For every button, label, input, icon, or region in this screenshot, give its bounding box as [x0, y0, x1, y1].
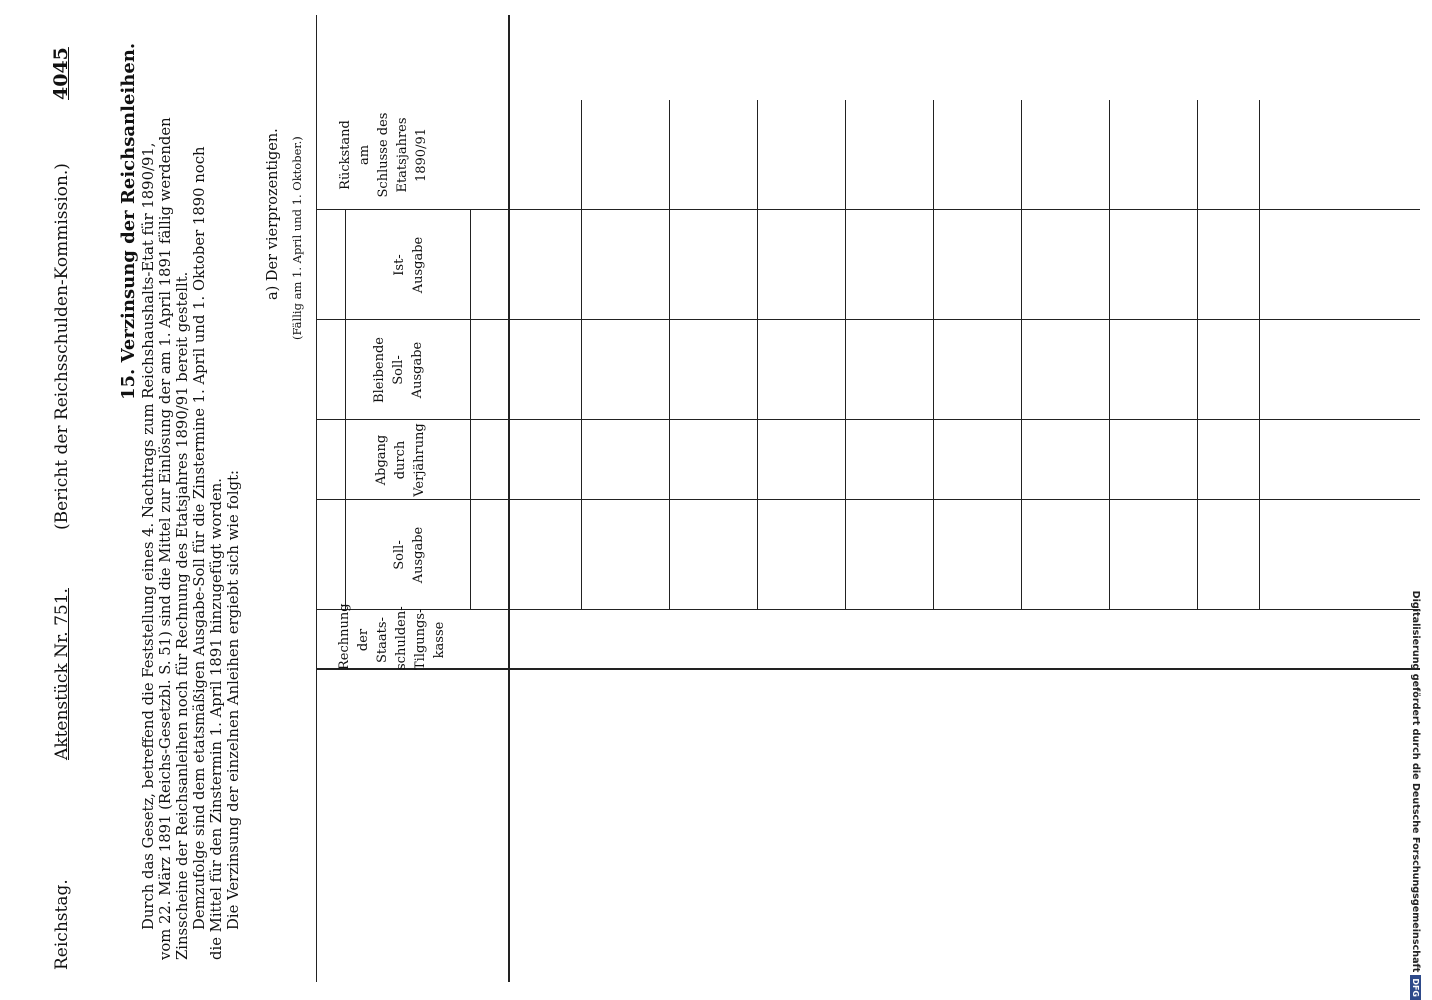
header-line: Verjährung — [412, 423, 427, 497]
header-line: der Staats- — [356, 617, 390, 663]
header-line: Bleibende — [372, 337, 387, 403]
sum-rule — [757, 100, 758, 610]
header-line: am — [357, 144, 372, 166]
running-head-left: Reichstag. — [52, 879, 72, 970]
digitization-sidebar — [1404, 10, 1428, 1000]
header-soll — [390, 500, 428, 610]
paragraph-line: Zinsscheine der Reichsanleihen noch für Rechnung des Etatsjahres 1890/91 bereit gestellt. — [174, 271, 191, 960]
column-rule — [316, 668, 1420, 670]
header-rechnung — [335, 603, 449, 670]
header-line: Abgang — [374, 434, 389, 486]
sum-rule — [1259, 100, 1260, 610]
header-rueckstand — [336, 100, 431, 210]
header-line: Ist- — [392, 254, 407, 276]
header-line: 1890/91 — [414, 128, 429, 183]
header-line: kasse — [432, 621, 447, 659]
sum-rule — [1021, 100, 1022, 610]
header-bleibende — [370, 320, 427, 420]
header-line: Schlusse des — [376, 112, 391, 198]
column-rule — [316, 209, 1420, 210]
subsection-note: (Fällig am 1. April und 1. Oktober.) — [290, 136, 304, 340]
column-rule — [316, 319, 1420, 320]
header-line: durch — [393, 440, 408, 480]
sum-rule — [933, 100, 934, 610]
dfg-logo: DFG — [1411, 975, 1422, 1000]
subsection-title: a) Der vierprozentigen. — [265, 128, 281, 300]
sum-rule — [669, 100, 670, 610]
document-number: Aktenstück Nr. 751. — [52, 588, 72, 760]
column-rule — [316, 499, 1420, 500]
header-line: Etatsjahres — [395, 117, 410, 193]
sum-rule — [1197, 100, 1198, 610]
page-number: 4045 — [50, 47, 72, 100]
header-line: Soll- — [391, 355, 406, 385]
sum-rule — [1109, 100, 1110, 610]
header-line: Ausgabe — [411, 236, 426, 294]
header-line: schulden- — [394, 606, 409, 670]
header-line: Ausgabe — [411, 526, 426, 584]
paragraph-line: Demzufolge sind dem etatsmäßigen Ausgabe-Soll für die Zinstermine 1. April und 1. Oktober 1890 noch — [191, 146, 208, 930]
paragraph-line: Die Verzinsung der einzelnen Anleihen ergiebt sich wie folgt: — [225, 469, 242, 930]
sidebar-text: Digitalisierung gefördert durch die Deutsche Forschungsgemeinschaft — [1410, 590, 1422, 973]
sum-rule — [581, 100, 582, 610]
section-heading: 15. Verzinsung der Reichsanleihen. — [118, 42, 139, 400]
header-line: Soll- — [392, 540, 407, 570]
header-line: Rechnung — [337, 603, 352, 670]
units-rule — [470, 210, 471, 610]
header-abgang — [372, 420, 429, 500]
column-rule — [316, 419, 1420, 420]
column-rule — [316, 609, 1420, 610]
header-line: Rückstand — [338, 120, 353, 190]
paragraph-line: die Mittel für den Zinstermin 1. April 1891 hinzugefügt worden. — [208, 478, 225, 960]
paragraph-line: vom 22. März 1891 (Reichs-Gesetzbl. S. 51) sind die Mittel zur Einlösung der am 1. April 1891 fällig werdenden — [157, 117, 174, 960]
document-title: (Bericht der Reichsschulden-Kommission.) — [52, 163, 72, 530]
im-etat-rule — [345, 210, 346, 610]
header-line: Tilgungs- — [413, 608, 428, 670]
header-line: Ausgabe — [410, 341, 425, 399]
sum-rule — [845, 100, 846, 610]
paragraph-line: Durch das Gesetz, betreffend die Feststellung eines 4. Nachtrags zum Reichshaushalts-Etat für 1890/91, — [140, 142, 157, 930]
header-ist — [390, 210, 428, 320]
